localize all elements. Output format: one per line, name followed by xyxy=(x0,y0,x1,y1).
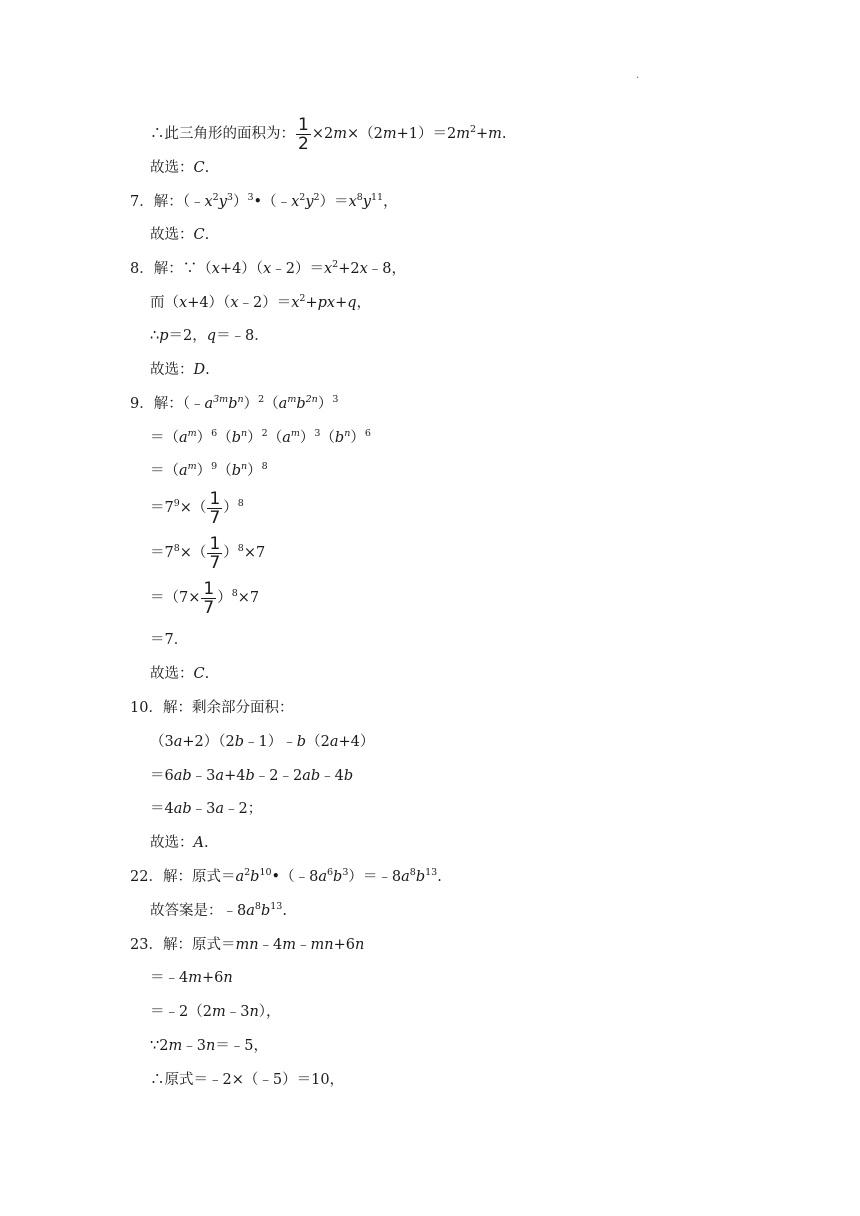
fraction-one-half: $\frac{1}{2}$ xyxy=(298,114,309,154)
page-mark: . xyxy=(636,70,640,81)
fraction-one-seventh: $\frac{1}{7}$ xyxy=(209,488,221,528)
line-answer-10: 故选：A. xyxy=(150,835,209,851)
line-answer-8: 故选：D. xyxy=(150,362,210,378)
line-answer-7: 故选：C. xyxy=(150,227,210,243)
line-q22-solution: 22．解：原式$=a^2b^{10}•(﹣8a^6b^3)=﹣8a^8b^{13}$. xyxy=(130,867,442,885)
line-q23-step2: ＝﹣2（2m﹣3n）， xyxy=(150,1004,281,1020)
line-answer-6: 故选：C. xyxy=(150,160,210,176)
line-q23-result: ∴原式＝﹣2×（﹣5）＝10， xyxy=(150,1072,345,1088)
line-q23-solution: 23．解：原式＝mn﹣4m﹣mn+6n xyxy=(130,937,365,953)
line-q9-step4: $=7^8\times$（ $\frac{1}{7}$ ）$^8$×7 xyxy=(150,533,266,573)
line-q10-solution: 10．解：剩余部分面积： xyxy=(130,700,294,716)
fraction-one-seventh: $\frac{1}{7}$ xyxy=(209,533,221,573)
line-q7-solution: 7．解：$(﹣x^2y^3)^3•(﹣x^2y^2)=x^8y^{11}$， xyxy=(130,192,398,210)
line-q9-result: ＝7． xyxy=(150,632,189,648)
line-q8-solution: 8．解：$\because(x+4)(x﹣2)=x^2+2x﹣8$， xyxy=(130,259,406,277)
line-q23-given: ∵2m﹣3n＝﹣5， xyxy=(150,1038,269,1054)
line-area-formula: ∴此三角形的面积为： $\frac{1}{2}$ $\times 2m\times(2m+1)=2m^2+m$. xyxy=(150,114,507,154)
line-q8-result: ∴p＝2，q＝﹣8． xyxy=(150,328,269,344)
line-q9-step2: $=(a^m)^9(b^n)^8$ xyxy=(150,461,268,479)
fraction-one-seventh: $\frac{1}{7}$ xyxy=(203,578,215,618)
line-q9-step1: $=(a^m)^6(b^n)^2(a^m)^3(b^n)^6$ xyxy=(150,428,371,446)
line-q9-solution: 9．解：$(﹣a^{3m}b^n)^2(a^mb^{2n})^3$ xyxy=(130,394,339,412)
line-q9-step3: $=7^9\times$（ $\frac{1}{7}$ ）$^8$ xyxy=(150,488,244,528)
line-q23-step1: ＝﹣4m+6n xyxy=(150,970,233,986)
line-q8-step: 而$(x+4)(x﹣2)=x^2+px+q$， xyxy=(150,293,372,311)
line-q10-result: ＝4ab﹣3a﹣2； xyxy=(150,801,263,817)
line-answer-9: 故选：C. xyxy=(150,666,210,682)
line-q9-step5: ＝（7× $\frac{1}{7}$ ）$^8$×7 xyxy=(150,578,260,618)
line-q10-step2: ＝6ab﹣3a+4b﹣2﹣2ab﹣4b xyxy=(150,768,354,784)
line-q10-step1: （3a+2）（2b﹣1）﹣b（2a+4） xyxy=(150,734,375,750)
line-answer-22: 故答案是：$﹣8a^8b^{13}$. xyxy=(150,901,287,919)
